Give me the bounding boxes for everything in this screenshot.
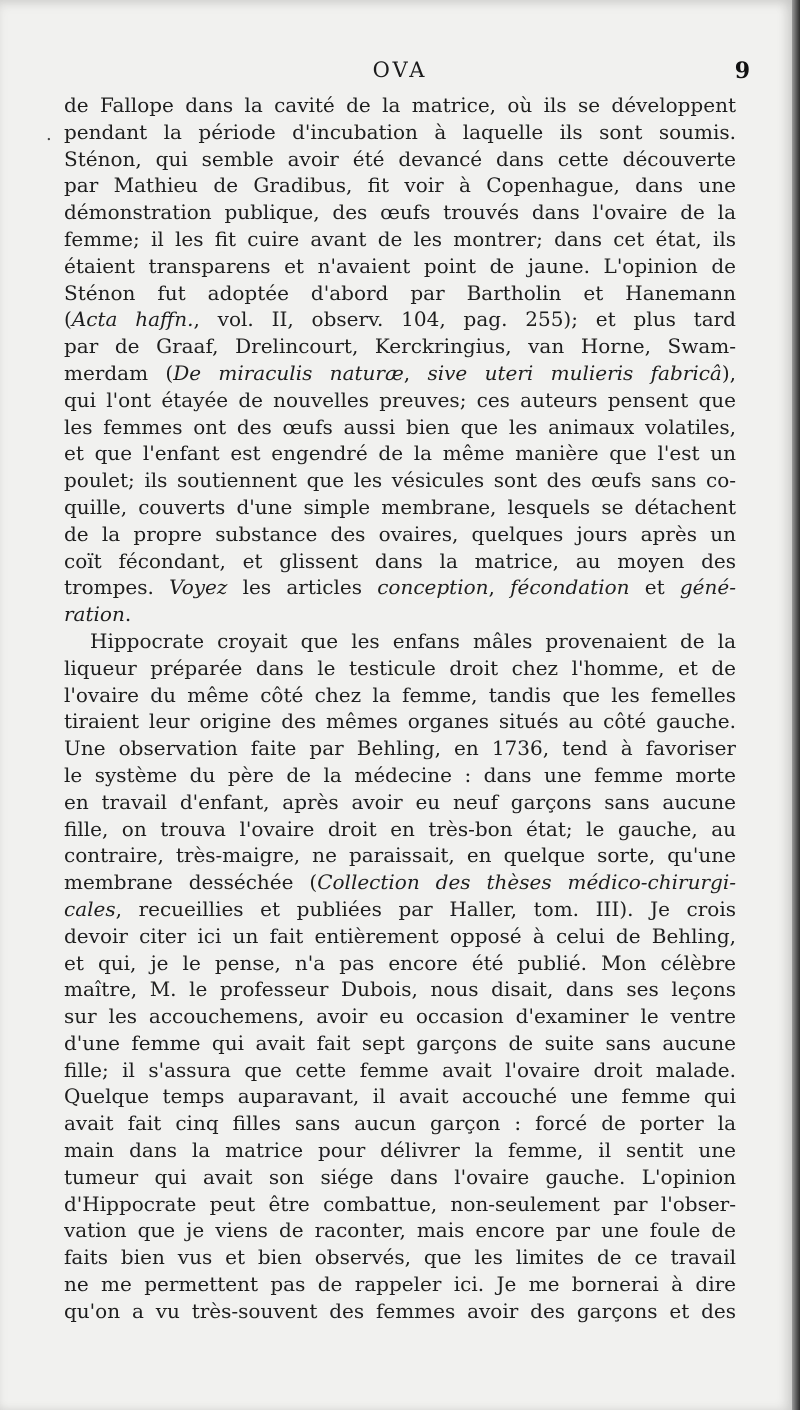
text-line: poulet; ils soutiennent que les vésicules sont des œufs sans co- [64, 468, 736, 493]
text-line: femme; il les fit cuire avant de les montrer; dans cet état, ils [64, 226, 736, 251]
text-line: Quelque temps auparavant, il avait accouché une femme qui [64, 1084, 736, 1109]
text-line: vation que je viens de raconter, mais encore par une foule de [64, 1218, 736, 1243]
text-line: étaient transparens et n'avaient point de jaune. L'opinion de [64, 253, 736, 278]
text-line: qu'on a vu très-souvent des femmes avoir des garçons et des [64, 1298, 736, 1323]
text-line: (Acta haffn., vol. II, observ. 104, pag. 255); et plus tard [64, 307, 736, 332]
text-line: main dans la matrice pour délivrer la femme, il sentit une [64, 1138, 736, 1163]
text-line: merdam (De miraculis naturæ, sive uteri mulieris fabricâ), [64, 360, 736, 385]
page-number: 9 [734, 58, 750, 84]
text-line: par Mathieu de Gradibus, fit voir à Copenhague, dans une [64, 173, 736, 198]
text-line: coït fécondant, et glissent dans la matrice, au moyen des [64, 548, 736, 573]
text-line: et que l'enfant est engendré de la même manière que l'est un [64, 441, 736, 466]
text-line: le système du père de la médecine : dans une femme morte [64, 762, 736, 787]
text-line: fille, on trouva l'ovaire droit en très-bon état; le gauche, au [64, 816, 736, 841]
text-line: pendant la période d'incubation à laquelle ils sont soumis. [64, 119, 736, 144]
text-line: tumeur qui avait son siége dans l'ovaire gauche. L'opinion [64, 1164, 736, 1189]
text-line: Hippocrate croyait que les enfans mâles provenaient de la [90, 628, 736, 653]
text-line: Sténon fut adoptée d'abord par Bartholin et Hanemann [64, 280, 736, 305]
text-line: tiraient leur origine des mêmes organes situés au côté gauche. [64, 709, 736, 734]
text-line: faits bien vus et bien observés, que les limites de ce travail [64, 1245, 736, 1270]
page-header [0, 58, 792, 90]
page-edge-shadow [792, 0, 800, 1410]
text-line: démonstration publique, des œufs trouvés dans l'ovaire de la [64, 200, 736, 225]
text-line: les femmes ont des œufs aussi bien que les animaux volatiles, [64, 414, 736, 439]
text-line: maître, M. le professeur Dubois, nous disait, dans ses leçons [64, 977, 736, 1002]
margin-mark: . [46, 124, 52, 145]
text-line: liqueur préparée dans le testicule droit chez l'homme, et de [64, 655, 736, 680]
body-text [64, 92, 736, 1325]
text-line: fille; il s'assura que cette femme avait l'ovaire droit malade. [64, 1057, 736, 1082]
text-line: ne me permettent pas de rappeler ici. Je me bornerai à dire [64, 1272, 736, 1297]
text-line: ration. [64, 602, 132, 627]
text-line: et qui, je le pense, n'a pas encore été publié. Mon célèbre [64, 950, 736, 975]
running-head: OVA [372, 58, 428, 82]
text-line: par de Graaf, Drelincourt, Kerckringius, van Horne, Swam- [64, 334, 736, 359]
text-line: de Fallope dans la cavité de la matrice, où ils se développent [64, 93, 736, 117]
text-line: avait fait cinq filles sans aucun garçon : forcé de porter la [64, 1111, 736, 1136]
text-line: qui l'ont étayée de nouvelles preuves; ces auteurs pensent que [64, 387, 736, 412]
text-line: quille, couverts d'une simple membrane, lesquels se détachent [64, 494, 736, 519]
text-line: membrane desséchée (Collection des thèses médico-chirurgi- [64, 870, 736, 895]
text-line: sur les accouchemens, avoir eu occasion d'examiner le ventre [64, 1004, 736, 1029]
text-line: cales, recueillies et publiées par Haller, tom. III). Je crois [64, 896, 736, 921]
text-line: d'une femme qui avait fait sept garçons de suite sans aucune [64, 1030, 736, 1055]
text-line: en travail d'enfant, après avoir eu neuf garçons sans aucune [64, 789, 736, 814]
text-line: contraire, très-maigre, ne paraissait, en quelque sorte, qu'une [64, 843, 736, 868]
text-line: devoir citer ici un fait entièrement opposé à celui de Behling, [64, 923, 736, 948]
text-line: de la propre substance des ovaires, quelques jours après un [64, 521, 736, 546]
text-line: Sténon, qui semble avoir été devancé dans cette découverte [64, 146, 736, 171]
text-line: l'ovaire du même côté chez la femme, tandis que les femelles [64, 682, 736, 707]
text-line: d'Hippocrate peut être combattue, non-seulement par l'obser- [64, 1191, 736, 1216]
text-line: trompes. Voyez les articles conception, fécondation et géné- [64, 575, 736, 600]
text-line: Une observation faite par Behling, en 1736, tend à favoriser [64, 736, 736, 761]
